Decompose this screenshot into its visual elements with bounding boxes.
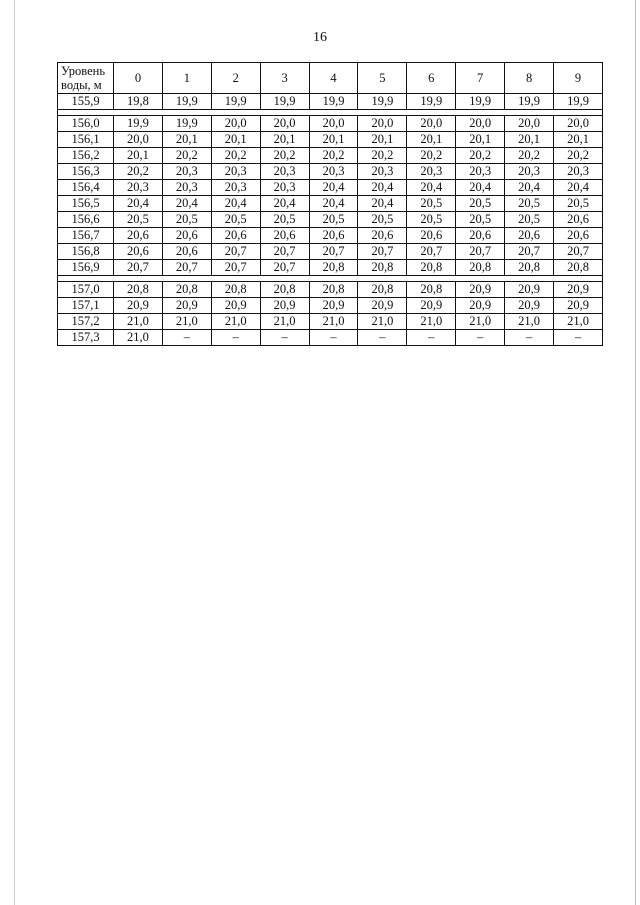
column-header: 5 xyxy=(358,63,407,94)
value-cell: 20,2 xyxy=(309,148,358,164)
value-cell: 20,0 xyxy=(505,116,554,132)
value-cell: 20,6 xyxy=(162,228,211,244)
value-cell: 20,8 xyxy=(260,282,309,298)
water-level-cell: 156,1 xyxy=(58,132,114,148)
table-row xyxy=(58,282,603,298)
value-cell: 19,9 xyxy=(211,94,260,110)
page-number: 16 xyxy=(313,30,327,45)
column-header: 6 xyxy=(407,63,456,94)
value-cell: 20,5 xyxy=(260,212,309,228)
value-cell: 20,6 xyxy=(114,244,163,260)
value-cell: 20,9 xyxy=(554,282,603,298)
value-cell: 20,8 xyxy=(309,282,358,298)
table-row xyxy=(58,298,603,314)
value-cell: 20,2 xyxy=(211,148,260,164)
value-cell: 20,5 xyxy=(407,212,456,228)
value-cell: 20,4 xyxy=(309,196,358,212)
table-row xyxy=(58,148,603,164)
value-cell: – xyxy=(162,330,211,346)
value-cell: 20,1 xyxy=(456,132,505,148)
value-cell: 20,2 xyxy=(114,164,163,180)
table-row xyxy=(58,212,603,228)
value-cell: 21,0 xyxy=(309,314,358,330)
value-cell: 20,9 xyxy=(554,298,603,314)
water-level-cell: 156,9 xyxy=(58,260,114,276)
value-cell: 20,5 xyxy=(456,212,505,228)
value-cell: – xyxy=(260,330,309,346)
column-header: 2 xyxy=(211,63,260,94)
water-level-cell: 156,5 xyxy=(58,196,114,212)
value-cell: 20,5 xyxy=(505,212,554,228)
value-cell: 19,9 xyxy=(162,116,211,132)
value-cell: 20,4 xyxy=(554,180,603,196)
column-header: 0 xyxy=(114,63,163,94)
value-cell: 20,4 xyxy=(162,196,211,212)
value-cell: 20,6 xyxy=(114,228,163,244)
value-cell: – xyxy=(554,330,603,346)
value-cell: 20,4 xyxy=(309,180,358,196)
value-cell: 20,5 xyxy=(114,212,163,228)
table-row xyxy=(58,330,603,346)
value-cell: 20,0 xyxy=(554,116,603,132)
value-cell: 20,8 xyxy=(407,282,456,298)
value-cell: 20,7 xyxy=(260,260,309,276)
value-cell: 20,7 xyxy=(162,260,211,276)
value-cell: 20,7 xyxy=(211,244,260,260)
value-cell: 20,3 xyxy=(456,164,505,180)
value-cell: 20,6 xyxy=(309,228,358,244)
value-cell: 20,6 xyxy=(554,212,603,228)
water-level-header-line1: Уровень xyxy=(61,64,106,78)
value-cell: 20,9 xyxy=(407,298,456,314)
table-row xyxy=(58,116,603,132)
value-cell: 20,1 xyxy=(211,132,260,148)
value-cell: 19,9 xyxy=(456,94,505,110)
value-cell: 20,3 xyxy=(505,164,554,180)
water-level-cell: 156,3 xyxy=(58,164,114,180)
value-cell: 20,7 xyxy=(260,244,309,260)
column-header: 4 xyxy=(309,63,358,94)
value-cell: – xyxy=(309,330,358,346)
table-row xyxy=(58,164,603,180)
table-row xyxy=(58,180,603,196)
page-edge-left xyxy=(14,0,15,905)
value-cell: 20,1 xyxy=(162,132,211,148)
value-cell: 20,8 xyxy=(211,282,260,298)
value-cell: 20,7 xyxy=(456,244,505,260)
value-cell: 20,9 xyxy=(505,298,554,314)
value-cell: 19,9 xyxy=(162,94,211,110)
value-cell: 19,9 xyxy=(554,94,603,110)
value-cell: 20,3 xyxy=(260,164,309,180)
value-cell: 20,0 xyxy=(114,132,163,148)
value-cell: 20,9 xyxy=(456,298,505,314)
water-level-table xyxy=(57,62,603,346)
value-cell: 20,3 xyxy=(554,164,603,180)
value-cell: 20,3 xyxy=(114,180,163,196)
value-cell: 20,4 xyxy=(505,180,554,196)
value-cell: 20,3 xyxy=(407,164,456,180)
value-cell: 20,3 xyxy=(309,164,358,180)
value-cell: 20,1 xyxy=(309,132,358,148)
value-cell: 20,5 xyxy=(505,196,554,212)
table-row xyxy=(58,132,603,148)
water-level-cell: 156,6 xyxy=(58,212,114,228)
value-cell: 20,5 xyxy=(211,212,260,228)
value-cell: 20,5 xyxy=(407,196,456,212)
water-level-header-line2: воды, м xyxy=(61,78,102,92)
value-cell: 20,1 xyxy=(358,132,407,148)
value-cell: 20,7 xyxy=(309,244,358,260)
value-cell: 19,9 xyxy=(358,94,407,110)
value-cell: 21,0 xyxy=(260,314,309,330)
value-cell: 20,3 xyxy=(358,164,407,180)
value-cell: 20,2 xyxy=(554,148,603,164)
value-cell: 20,6 xyxy=(211,228,260,244)
value-cell: 20,1 xyxy=(505,132,554,148)
value-cell: 20,9 xyxy=(260,298,309,314)
value-cell: 21,0 xyxy=(114,314,163,330)
value-cell: 20,0 xyxy=(260,116,309,132)
value-cell: 21,0 xyxy=(211,314,260,330)
value-cell: 20,4 xyxy=(456,180,505,196)
value-cell: 20,8 xyxy=(456,260,505,276)
value-cell: 20,8 xyxy=(309,260,358,276)
value-cell: 19,9 xyxy=(114,116,163,132)
value-cell: 20,8 xyxy=(358,260,407,276)
value-cell: 21,0 xyxy=(162,314,211,330)
water-level-cell: 157,3 xyxy=(58,330,114,346)
column-header: 1 xyxy=(162,63,211,94)
value-cell: 19,8 xyxy=(114,94,163,110)
value-cell: 20,4 xyxy=(407,180,456,196)
water-level-cell: 156,8 xyxy=(58,244,114,260)
water-level-cell: 156,4 xyxy=(58,180,114,196)
value-cell: 19,9 xyxy=(260,94,309,110)
value-cell: 20,4 xyxy=(260,196,309,212)
value-cell: 20,3 xyxy=(162,180,211,196)
value-cell: 19,9 xyxy=(505,94,554,110)
value-cell: 20,0 xyxy=(456,116,505,132)
value-cell: 20,5 xyxy=(456,196,505,212)
value-cell: 20,5 xyxy=(162,212,211,228)
value-cell: – xyxy=(456,330,505,346)
value-cell: 19,9 xyxy=(309,94,358,110)
column-header: 7 xyxy=(456,63,505,94)
value-cell: 20,1 xyxy=(554,132,603,148)
value-cell: 20,3 xyxy=(162,164,211,180)
value-cell: 20,5 xyxy=(358,212,407,228)
column-header: 8 xyxy=(505,63,554,94)
value-cell: 20,6 xyxy=(554,228,603,244)
value-cell: 20,8 xyxy=(407,260,456,276)
value-cell: 20,5 xyxy=(309,212,358,228)
value-cell: 20,6 xyxy=(505,228,554,244)
water-level-cell: 157,0 xyxy=(58,282,114,298)
value-cell: – xyxy=(407,330,456,346)
value-cell: 20,1 xyxy=(114,148,163,164)
value-cell: 20,3 xyxy=(211,164,260,180)
value-cell: 20,4 xyxy=(114,196,163,212)
value-cell: 20,9 xyxy=(456,282,505,298)
table-row xyxy=(58,260,603,276)
value-cell: 20,7 xyxy=(358,244,407,260)
value-cell: 20,9 xyxy=(162,298,211,314)
column-header: 3 xyxy=(260,63,309,94)
value-cell: 20,5 xyxy=(554,196,603,212)
value-cell: 20,2 xyxy=(407,148,456,164)
value-cell: 20,2 xyxy=(456,148,505,164)
water-level-cell: 157,1 xyxy=(58,298,114,314)
table-header-row xyxy=(58,63,603,94)
value-cell: 21,0 xyxy=(358,314,407,330)
value-cell: 20,6 xyxy=(407,228,456,244)
value-cell: 21,0 xyxy=(114,330,163,346)
table-row xyxy=(58,196,603,212)
value-cell: 20,7 xyxy=(114,260,163,276)
value-cell: 20,2 xyxy=(162,148,211,164)
table-row xyxy=(58,228,603,244)
value-cell: 20,6 xyxy=(358,228,407,244)
value-cell: 20,4 xyxy=(358,180,407,196)
value-cell: – xyxy=(211,330,260,346)
value-cell: 20,7 xyxy=(554,244,603,260)
water-level-cell: 157,2 xyxy=(58,314,114,330)
value-cell: 20,0 xyxy=(358,116,407,132)
value-cell: 21,0 xyxy=(456,314,505,330)
value-cell: 20,0 xyxy=(407,116,456,132)
value-cell: 20,9 xyxy=(114,298,163,314)
value-cell: 20,4 xyxy=(358,196,407,212)
value-cell: 20,7 xyxy=(407,244,456,260)
value-cell: 20,2 xyxy=(358,148,407,164)
value-cell: 20,9 xyxy=(505,282,554,298)
water-level-cell: 156,2 xyxy=(58,148,114,164)
value-cell: 20,3 xyxy=(260,180,309,196)
table-header xyxy=(58,63,603,94)
value-cell: 20,9 xyxy=(309,298,358,314)
value-cell: 20,3 xyxy=(211,180,260,196)
value-cell: 20,4 xyxy=(211,196,260,212)
value-cell: 20,7 xyxy=(211,260,260,276)
value-cell: 20,1 xyxy=(407,132,456,148)
table-body xyxy=(58,94,603,346)
water-level-cell: 156,7 xyxy=(58,228,114,244)
water-level-column-header xyxy=(58,63,114,94)
value-cell: 20,9 xyxy=(358,298,407,314)
table-row xyxy=(58,94,603,110)
value-cell: 20,2 xyxy=(260,148,309,164)
value-cell: 20,8 xyxy=(554,260,603,276)
value-cell: 20,9 xyxy=(211,298,260,314)
value-cell: 20,0 xyxy=(309,116,358,132)
value-cell: 20,8 xyxy=(162,282,211,298)
value-cell: 20,7 xyxy=(505,244,554,260)
value-cell: 21,0 xyxy=(554,314,603,330)
value-cell: – xyxy=(358,330,407,346)
value-cell: 20,8 xyxy=(505,260,554,276)
value-cell: 20,2 xyxy=(505,148,554,164)
value-cell: 20,6 xyxy=(260,228,309,244)
value-cell: 20,6 xyxy=(162,244,211,260)
value-cell: 20,1 xyxy=(260,132,309,148)
page-edge-right xyxy=(635,0,636,905)
value-cell: 20,6 xyxy=(456,228,505,244)
value-cell: 21,0 xyxy=(407,314,456,330)
table-row xyxy=(58,244,603,260)
value-cell: 20,8 xyxy=(358,282,407,298)
water-level-cell: 155,9 xyxy=(58,94,114,110)
value-cell: 20,8 xyxy=(114,282,163,298)
column-header: 9 xyxy=(554,63,603,94)
table-row xyxy=(58,314,603,330)
value-cell: – xyxy=(505,330,554,346)
value-cell: 20,0 xyxy=(211,116,260,132)
value-cell: 19,9 xyxy=(407,94,456,110)
value-cell: 21,0 xyxy=(505,314,554,330)
water-level-cell: 156,0 xyxy=(58,116,114,132)
